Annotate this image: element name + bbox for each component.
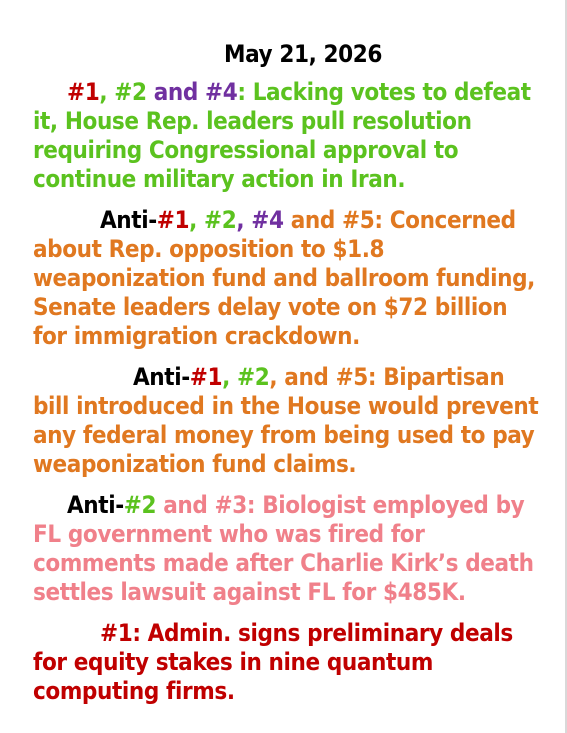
item-tag: Anti- bbox=[100, 206, 157, 234]
item-tag: #1 bbox=[100, 619, 133, 647]
item-tag: , bbox=[189, 206, 205, 234]
item-body: and #3: Biologist employed by FL government who was fired for comments made after Charlie Kirk’s death settles lawsuit against FL for $485K. bbox=[33, 491, 534, 606]
item-tag: , bbox=[222, 363, 238, 391]
item-body: : Lacking votes to defeat it, House Rep. leaders pull resolution requiring Congressional approval to continue military action in Iran. bbox=[33, 78, 531, 193]
item-tag: #2 bbox=[123, 491, 157, 519]
news-list bbox=[33, 40, 543, 718]
item-tag: and bbox=[146, 78, 206, 106]
news-item-2 bbox=[33, 206, 543, 351]
item-tag: #2 bbox=[237, 363, 270, 391]
item-tag: #4 bbox=[205, 78, 238, 106]
item-tag: Anti- bbox=[67, 491, 124, 519]
item-tag: , bbox=[99, 78, 115, 106]
item-body: and #5: Concerned about Rep. opposition to $1.8 weaponization fund and ballroom funding, Senate leaders delay vote on $72 billion for immigration crackdown. bbox=[33, 206, 535, 350]
item-tag: #1 bbox=[189, 363, 223, 391]
item-body: , and #5: Bipartisan bill introduced in the House would prevent any federal money from being used to pay weaponization fund claims. bbox=[33, 363, 539, 478]
news-item-5 bbox=[33, 619, 543, 706]
item-tag: #2 bbox=[204, 206, 237, 234]
item-body: : Admin. signs preliminary deals for equity stakes in nine quantum computing firms. bbox=[33, 619, 513, 705]
news-item-3 bbox=[33, 363, 543, 479]
item-tag: #4 bbox=[251, 206, 284, 234]
item-tag: #1 bbox=[156, 206, 190, 234]
news-item-4 bbox=[33, 491, 543, 607]
item-tag: , bbox=[236, 206, 252, 234]
item-tag: Anti- bbox=[133, 363, 190, 391]
news-item-1 bbox=[33, 78, 543, 194]
item-tag: #1 bbox=[67, 78, 100, 106]
item-tag: #2 bbox=[114, 78, 147, 106]
date-heading: May 21, 2026 bbox=[224, 40, 382, 68]
